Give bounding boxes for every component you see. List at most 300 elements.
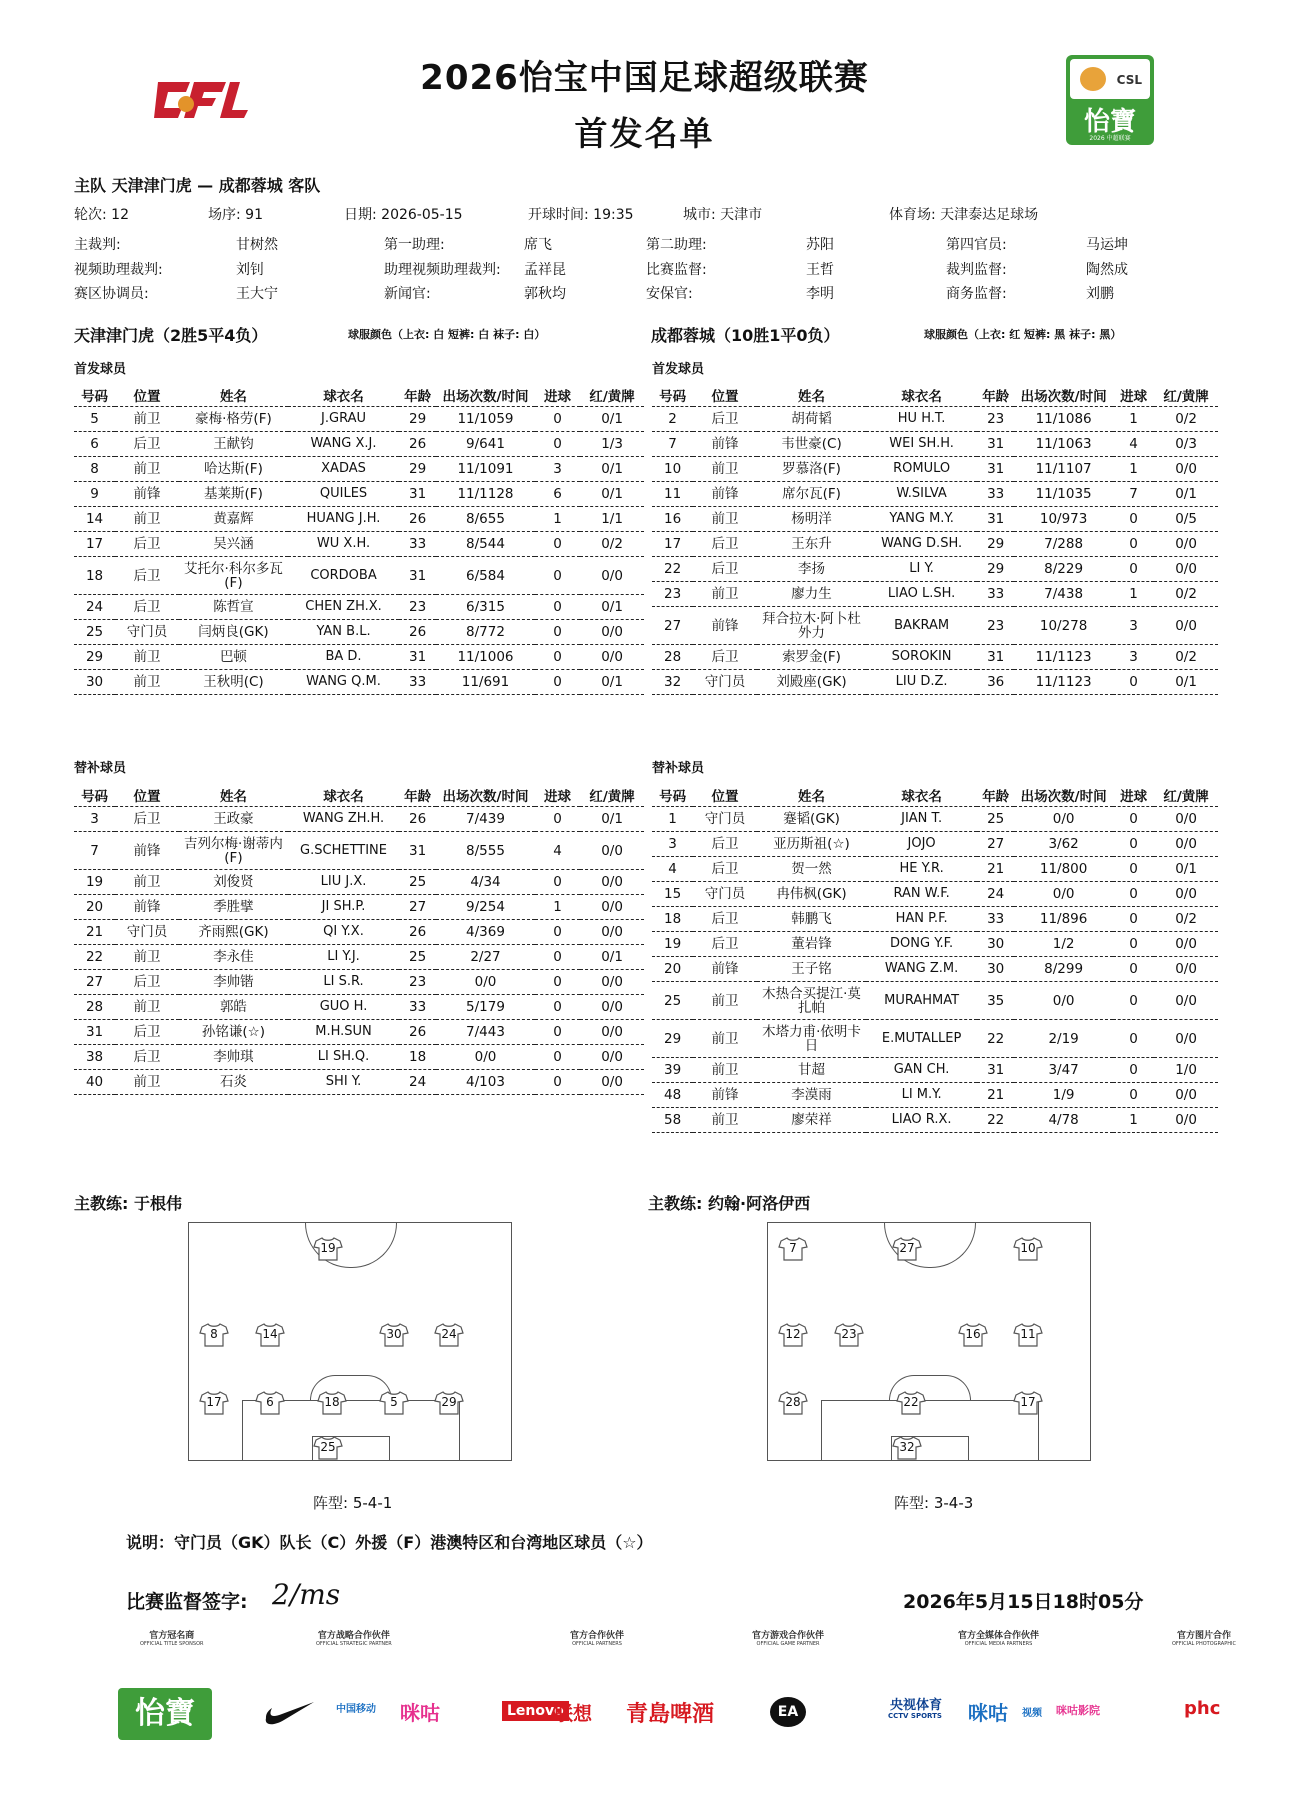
table-cell: HUANG J.H. (288, 507, 399, 532)
table-cell: XADAS (288, 457, 399, 482)
table-cell: 李帅锴 (179, 970, 288, 995)
player-row (74, 645, 644, 670)
table-cell: 29 (652, 1020, 693, 1058)
table-cell: 陈哲宣 (179, 595, 288, 620)
player-row (652, 832, 1218, 857)
kickoff-info: 开球时间: 19:35 (528, 207, 634, 223)
table-cell: 韩鹏飞 (757, 907, 866, 932)
jersey-icon: 23 (834, 1323, 864, 1345)
table-cell: 王秋明(C) (179, 670, 288, 695)
table-cell: 11/1063 (1014, 432, 1113, 457)
page-title: 2026怡宝中国足球超级联赛 (420, 58, 869, 98)
column-header: 年龄 (399, 384, 436, 407)
player-row (74, 895, 644, 920)
round-info: 轮次: 12 (74, 207, 129, 223)
jersey-icon: 12 (778, 1323, 808, 1345)
table-cell: 31 (977, 507, 1014, 532)
sponsor-logo-phc: phc (1184, 1698, 1221, 1719)
column-header: 位置 (693, 784, 757, 807)
table-cell: 11/1107 (1014, 457, 1113, 482)
column-header: 进球 (1113, 784, 1154, 807)
table-cell: 14 (74, 507, 115, 532)
sponsor-header: 官方游戏合作伙伴 OFFICIAL GAME PARTNER (752, 1631, 825, 1647)
table-cell: 0/1 (580, 482, 644, 507)
official-name: 刘钊 (236, 262, 264, 278)
table-cell: 24 (977, 882, 1014, 907)
column-header: 姓名 (757, 384, 866, 407)
player-row (74, 432, 644, 457)
table-cell: 29 (977, 557, 1014, 582)
table-cell: 7 (74, 832, 115, 870)
jersey-icon: 25 (313, 1436, 343, 1458)
table-cell: 刘殿座(GK) (757, 670, 866, 695)
table-cell: 0 (535, 945, 580, 970)
table-cell: LI Y.J. (288, 945, 399, 970)
sponsor-logo-lenovo: Lenovo (502, 1701, 569, 1721)
table-cell: 33 (399, 995, 436, 1020)
player-row (652, 1108, 1218, 1133)
table-cell: 胡荷韬 (757, 407, 866, 432)
table-cell: 10/278 (1014, 607, 1113, 645)
table-cell: 5 (74, 407, 115, 432)
table-cell: 前卫 (693, 982, 757, 1020)
table-cell: HAN P.F. (866, 907, 977, 932)
table-cell: 0/0 (580, 620, 644, 645)
report-datetime: 2026年5月15日18时05分 (903, 1591, 1144, 1613)
match-title: 主队 天津津门虎 — 成都蓉城 客队 (74, 176, 321, 195)
table-cell: 后卫 (693, 645, 757, 670)
table-cell: 10 (652, 457, 693, 482)
table-cell: 1 (1113, 1108, 1154, 1133)
table-cell: 石炎 (179, 1070, 288, 1095)
table-cell: 21 (977, 1083, 1014, 1108)
table-cell: 31 (977, 457, 1014, 482)
table-cell: 0 (1113, 807, 1154, 832)
player-row (74, 620, 644, 645)
table-cell: 0/3 (1154, 432, 1218, 457)
table-cell: 0 (535, 595, 580, 620)
table-cell: 0/1 (580, 807, 644, 832)
table-cell: 31 (74, 1020, 115, 1045)
table-cell: LI SH.Q. (288, 1045, 399, 1070)
jersey-icon: 8 (199, 1323, 229, 1345)
table-cell: QUILES (288, 482, 399, 507)
column-header: 位置 (115, 784, 179, 807)
table-cell: 7/439 (436, 807, 535, 832)
table-cell: 贺一然 (757, 857, 866, 882)
table-cell: JI SH.P. (288, 895, 399, 920)
table-cell: 后卫 (115, 557, 179, 595)
table-cell: 1/1 (580, 507, 644, 532)
table-cell: 0/0 (1154, 1108, 1218, 1133)
table-cell: 29 (977, 532, 1014, 557)
table-cell: 0/0 (1014, 807, 1113, 832)
csl-logo: CSL 怡寶 2026 中超联赛 (1066, 55, 1154, 145)
table-cell: 0/0 (580, 895, 644, 920)
table-cell: 9/254 (436, 895, 535, 920)
player-row (74, 945, 644, 970)
table-cell: 守门员 (693, 882, 757, 907)
table-cell: W.SILVA (866, 482, 977, 507)
table-cell: 前卫 (115, 670, 179, 695)
table-cell: WANG X.J. (288, 432, 399, 457)
sponsor-logo-china-mobile: 中国移动 (336, 1704, 376, 1715)
jersey-icon: 24 (434, 1323, 464, 1345)
official-role: 主裁判: (74, 237, 121, 253)
table-cell: 4 (652, 857, 693, 882)
player-row (652, 982, 1218, 1020)
table-cell: 0 (535, 645, 580, 670)
player-row (74, 670, 644, 695)
table-cell: 11/896 (1014, 907, 1113, 932)
table-cell: 0 (535, 807, 580, 832)
table-cell: 22 (652, 557, 693, 582)
table-cell: 33 (977, 582, 1014, 607)
table-cell: 9/641 (436, 432, 535, 457)
table-cell: 后卫 (693, 932, 757, 957)
jersey-icon: 7 (778, 1237, 808, 1259)
table-cell: LIU D.Z. (866, 670, 977, 695)
official-role: 视频助理裁判: (74, 262, 163, 278)
player-row (74, 482, 644, 507)
sponsor-logo-cctv: 央视体育 (890, 1698, 943, 1713)
table-cell: 前卫 (693, 457, 757, 482)
table-cell: 26 (399, 1020, 436, 1045)
table-cell: 1 (535, 507, 580, 532)
player-row (652, 457, 1218, 482)
table-cell: 23 (652, 582, 693, 607)
table-cell: 7/288 (1014, 532, 1113, 557)
table-cell: 前卫 (693, 1108, 757, 1133)
table-cell: 前锋 (693, 482, 757, 507)
table-cell: 0/2 (1154, 407, 1218, 432)
table-cell: 守门员 (115, 920, 179, 945)
table-cell: 8/299 (1014, 957, 1113, 982)
table-cell: 拜合拉木·阿卜杜外力 (757, 607, 866, 645)
home-team-name: 天津津门虎（2胜5平4负） (74, 326, 268, 345)
table-cell: 后卫 (115, 807, 179, 832)
table-cell: 前卫 (115, 457, 179, 482)
player-row (74, 1020, 644, 1045)
table-cell: J.GRAU (288, 407, 399, 432)
page-subtitle: 首发名单 (574, 114, 715, 153)
official-role: 第二助理: (646, 237, 707, 253)
table-cell: YAN B.L. (288, 620, 399, 645)
table-cell: 韦世豪(C) (757, 432, 866, 457)
table-cell: 0 (1113, 957, 1154, 982)
table-cell: 前锋 (115, 895, 179, 920)
column-header: 进球 (1113, 384, 1154, 407)
table-cell: 22 (977, 1108, 1014, 1133)
table-cell: GUO H. (288, 995, 399, 1020)
table-cell: 23 (399, 970, 436, 995)
home-formation-pitch (188, 1222, 512, 1461)
sponsor-logo-migu-video: 咪咕 (968, 1701, 1008, 1725)
table-cell: 0 (535, 1045, 580, 1070)
table-cell: 38 (74, 1045, 115, 1070)
table-cell: 前卫 (115, 645, 179, 670)
player-row (652, 882, 1218, 907)
table-cell: 董岩锋 (757, 932, 866, 957)
table-cell: WEI SH.H. (866, 432, 977, 457)
player-row (74, 920, 644, 945)
table-cell: 31 (977, 432, 1014, 457)
table-cell: 8/772 (436, 620, 535, 645)
table-cell: 前锋 (115, 832, 179, 870)
table-cell: 0/0 (1154, 1020, 1218, 1058)
player-row (74, 832, 644, 870)
table-cell: 0/5 (1154, 507, 1218, 532)
table-cell: 15 (652, 882, 693, 907)
table-cell: 25 (652, 982, 693, 1020)
away-coach: 主教练: 约翰·阿洛伊西 (648, 1194, 811, 1213)
table-cell: JOJO (866, 832, 977, 857)
table-cell: 后卫 (693, 557, 757, 582)
table-cell: 1/9 (1014, 1083, 1113, 1108)
away-kit: 球服颜色（上衣: 红 短裤: 黑 袜子: 黑） (924, 328, 1122, 341)
table-cell: 3/62 (1014, 832, 1113, 857)
table-cell: 33 (977, 907, 1014, 932)
table-cell: 0/1 (580, 407, 644, 432)
column-header: 红/黄牌 (580, 384, 644, 407)
table-cell: 23 (399, 595, 436, 620)
table-cell: 0 (535, 407, 580, 432)
table-cell: 11/1128 (436, 482, 535, 507)
table-cell: 6/315 (436, 595, 535, 620)
table-cell: 0 (535, 1070, 580, 1095)
table-cell: 前卫 (115, 995, 179, 1020)
table-cell: 30 (977, 957, 1014, 982)
table-cell: RAN W.F. (866, 882, 977, 907)
table-cell: MURAHMAT (866, 982, 977, 1020)
player-row (652, 957, 1218, 982)
table-cell: 6 (535, 482, 580, 507)
signature: 2/ms (272, 1578, 341, 1611)
table-cell: 艾托尔·科尔多瓦(F) (179, 557, 288, 595)
table-cell: 吉列尔梅·谢蒂内(F) (179, 832, 288, 870)
official-role: 商务监督: (946, 286, 1007, 302)
table-cell: 7 (652, 432, 693, 457)
table-cell: 0/0 (1154, 882, 1218, 907)
table-cell: 4/34 (436, 870, 535, 895)
table-cell: 0 (1113, 1058, 1154, 1083)
table-cell: 0 (535, 620, 580, 645)
table-cell: 17 (652, 532, 693, 557)
table-cell: 亚历斯祖(☆) (757, 832, 866, 857)
column-header: 出场次数/时间 (1014, 384, 1113, 407)
jersey-icon: 5 (379, 1391, 409, 1413)
table-cell: 18 (399, 1045, 436, 1070)
column-header: 姓名 (179, 784, 288, 807)
player-row (74, 870, 644, 895)
player-row (652, 1058, 1218, 1083)
table-cell: 11/1123 (1014, 645, 1113, 670)
table-cell: 0/2 (1154, 907, 1218, 932)
sponsor-logo-ea: EA (770, 1697, 806, 1727)
table-cell: 木热合买提江·莫扎帕 (757, 982, 866, 1020)
table-cell: 31 (399, 557, 436, 595)
player-row (74, 807, 644, 832)
table-cell: E.MUTALLEP (866, 1020, 977, 1058)
sponsor-logo-cctv-en: CCTV SPORTS (888, 1712, 942, 1720)
table-cell: 1 (1113, 582, 1154, 607)
official-name: 郭秋均 (524, 286, 566, 302)
column-header: 出场次数/时间 (436, 384, 535, 407)
column-header: 红/黄牌 (1154, 384, 1218, 407)
table-cell: 31 (399, 645, 436, 670)
table-cell: 26 (399, 507, 436, 532)
table-cell: 16 (652, 507, 693, 532)
table-cell: LI Y. (866, 557, 977, 582)
column-header: 号码 (74, 384, 115, 407)
jersey-icon: 22 (896, 1391, 926, 1413)
table-cell: 0 (535, 532, 580, 557)
table-cell: LIAO L.SH. (866, 582, 977, 607)
table-cell: 齐雨熙(GK) (179, 920, 288, 945)
table-cell: 1/0 (1154, 1058, 1218, 1083)
table-cell: 11/1091 (436, 457, 535, 482)
player-row (74, 970, 644, 995)
column-header: 姓名 (179, 384, 288, 407)
table-cell: 0 (1113, 670, 1154, 695)
away-subs-table (652, 784, 1218, 1133)
table-cell: 29 (399, 457, 436, 482)
column-header: 出场次数/时间 (1014, 784, 1113, 807)
table-cell: 0 (535, 670, 580, 695)
table-cell: LIAO R.X. (866, 1108, 977, 1133)
column-header: 号码 (652, 384, 693, 407)
table-cell: 0/0 (580, 970, 644, 995)
table-cell: 2 (652, 407, 693, 432)
table-cell: 27 (977, 832, 1014, 857)
table-cell: 3 (1113, 607, 1154, 645)
official-name: 王大宁 (236, 286, 278, 302)
home-starters-label: 首发球员 (74, 362, 127, 377)
table-cell: 0/0 (1154, 982, 1218, 1020)
table-cell: 席尔瓦(F) (757, 482, 866, 507)
table-cell: 27 (74, 970, 115, 995)
player-row (652, 507, 1218, 532)
column-header: 位置 (693, 384, 757, 407)
sponsor-header: 官方冠名商 OFFICIAL TITLE SPONSOR (140, 1631, 204, 1647)
table-cell: 前锋 (693, 1083, 757, 1108)
table-cell: 刘俊贤 (179, 870, 288, 895)
table-cell: 40 (74, 1070, 115, 1095)
table-cell: 前卫 (693, 507, 757, 532)
table-cell: 6 (74, 432, 115, 457)
jersey-icon: 32 (892, 1436, 922, 1458)
table-cell: 前卫 (115, 870, 179, 895)
table-cell: YANG M.Y. (866, 507, 977, 532)
player-row (652, 582, 1218, 607)
column-header: 球衣名 (866, 784, 977, 807)
official-role: 安保官: (646, 286, 693, 302)
table-cell: LIU J.X. (288, 870, 399, 895)
player-row (652, 807, 1218, 832)
table-cell: 21 (977, 857, 1014, 882)
sponsor-header: 官方图片合作 OFFICIAL PHOTOGRAPHIC (1172, 1631, 1236, 1647)
table-cell: 8/544 (436, 532, 535, 557)
table-cell: 后卫 (115, 970, 179, 995)
table-cell: 8/555 (436, 832, 535, 870)
official-role: 裁判监督: (946, 262, 1007, 278)
home-starters-table (74, 384, 644, 695)
table-cell: ROMULO (866, 457, 977, 482)
column-header: 进球 (535, 384, 580, 407)
table-cell: 前卫 (115, 407, 179, 432)
city-info: 城市: 天津市 (683, 207, 763, 223)
away-starters-label: 首发球员 (652, 362, 705, 377)
table-cell: 3 (535, 457, 580, 482)
table-cell: 26 (399, 432, 436, 457)
player-row (652, 557, 1218, 582)
player-row (74, 1045, 644, 1070)
table-cell: 王献钧 (179, 432, 288, 457)
column-header: 球衣名 (288, 384, 399, 407)
table-cell: 23 (977, 607, 1014, 645)
table-cell: 前卫 (115, 507, 179, 532)
table-cell: 0/0 (1154, 832, 1218, 857)
column-header: 出场次数/时间 (436, 784, 535, 807)
column-header: 号码 (652, 784, 693, 807)
game-info: 场序: 91 (208, 207, 263, 223)
official-name: 刘鹏 (1086, 286, 1114, 302)
player-row (74, 507, 644, 532)
jersey-icon: 18 (317, 1391, 347, 1413)
official-name: 王哲 (806, 262, 834, 278)
sponsor-header: 官方合作伙伴 OFFICIAL PARTNERS (570, 1631, 625, 1647)
table-cell: 木塔力甫·依明卡日 (757, 1020, 866, 1058)
table-cell: 29 (74, 645, 115, 670)
table-cell: SOROKIN (866, 645, 977, 670)
away-formation: 阵型: 3-4-3 (894, 1494, 974, 1512)
table-cell: 1 (535, 895, 580, 920)
sponsor-logo-video: 视频 (1022, 1708, 1042, 1719)
table-cell: CHEN ZH.X. (288, 595, 399, 620)
table-cell: 闫炳良(GK) (179, 620, 288, 645)
table-cell: 0/1 (1154, 482, 1218, 507)
table-cell: 0 (535, 970, 580, 995)
table-cell: 6/584 (436, 557, 535, 595)
player-row (652, 607, 1218, 645)
away-subs-label: 替补球员 (652, 761, 705, 776)
table-cell: 0/0 (580, 832, 644, 870)
table-cell: 后卫 (693, 907, 757, 932)
table-cell: 31 (399, 482, 436, 507)
player-row (652, 670, 1218, 695)
table-cell: SHI Y. (288, 1070, 399, 1095)
column-header: 球衣名 (866, 384, 977, 407)
table-cell: 郭皓 (179, 995, 288, 1020)
player-row (652, 1020, 1218, 1058)
table-cell: 0/2 (1154, 645, 1218, 670)
table-cell: 1/2 (1014, 932, 1113, 957)
table-cell: 4 (535, 832, 580, 870)
table-cell: 0 (1113, 857, 1154, 882)
table-cell: 0/0 (1154, 607, 1218, 645)
table-cell: 0 (535, 557, 580, 595)
table-cell: 前锋 (115, 482, 179, 507)
table-cell: 3/47 (1014, 1058, 1113, 1083)
jersey-icon: 10 (1013, 1237, 1043, 1259)
jersey-icon: 11 (1013, 1323, 1043, 1345)
table-cell: 0/0 (580, 1020, 644, 1045)
table-cell: 1/3 (580, 432, 644, 457)
table-cell: 0/0 (580, 557, 644, 595)
table-cell: 索罗金(F) (757, 645, 866, 670)
home-kit: 球服颜色（上衣: 白 短裤: 白 袜子: 白） (348, 328, 546, 341)
table-cell: 吴兴涵 (179, 532, 288, 557)
